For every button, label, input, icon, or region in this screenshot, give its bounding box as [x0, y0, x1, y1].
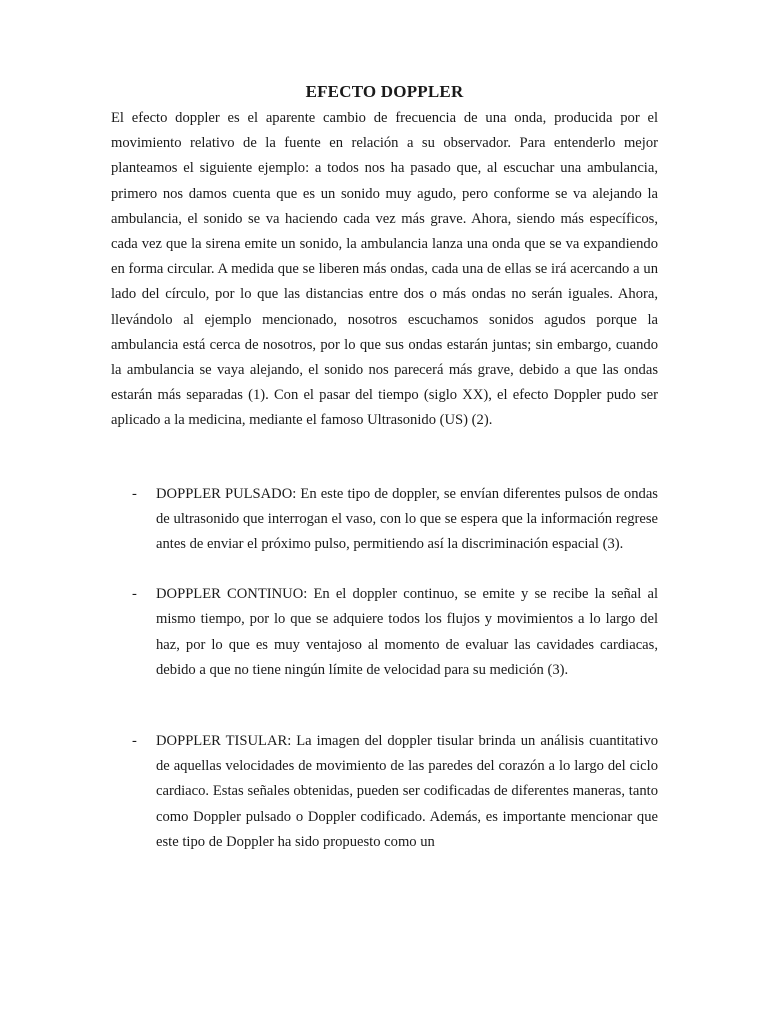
list-item: [111, 482, 658, 558]
list-bullet: -: [132, 586, 137, 603]
list-item-text: DOPPLER PULSADO: En este tipo de doppler, se envían diferentes pulsos de ondas de ultrasonido que interrogan el vaso, con lo que se espera que la información regrese antes de enviar el próximo pulso, permitiendo así la discriminación espacial (3).: [156, 485, 658, 553]
intro-paragraph: El efecto doppler es el aparente cambio de frecuencia de una onda, producida por el movimiento relativo de la fuente en relación a su observador. Para entenderlo mejor planteamos el siguiente ejemplo: a todos nos ha pasado que, al escuchar una ambulancia, primero nos damos cuenta que es un sonido muy agudo, pero conforme se va alejando la ambulancia, el sonido se va haciendo cada vez más grave. Ahora, siendo más específicos, cada vez que la sirena emite un sonido, la ambulancia lanza una onda que se va expandiendo en forma circular. A medida que se liberen más ondas, cada una de ellas se irá acercando a un lado del círculo, por lo que las distancias entre dos o más ondas no serán iguales. Ahora, llevándolo al ejemplo mencionado, nosotros escuchamos sonidos agudos porque la ambulancia está cerca de nosotros, por lo que sus ondas estarán juntas; sin embargo, cuando la ambulancia se vaya alejando, el sonido nos parecerá más grave, debido a que las ondas estarán más separadas (1). Con el pasar del tiempo (siglo XX), el efecto Doppler pudo ser aplicado a la medicina, mediante el famoso Ultrasonido (US) (2).: [111, 110, 658, 429]
list-bullet: -: [132, 733, 137, 750]
document-title: EFECTO DOPPLER: [305, 82, 464, 101]
list-item-text: DOPPLER TISULAR: La imagen del doppler tisular brinda un análisis cuantitativo de aquellas velocidades de movimiento de las paredes del corazón a lo largo del ciclo cardiaco. Estas señales obtenidas, pueden ser codificadas de diferentes maneras, tanto como Doppler pulsado o Doppler codificado. Además, es importante mencionar que este tipo de Doppler ha sido propuesto como un: [156, 733, 658, 850]
doppler-types-list: [111, 482, 658, 855]
list-item-text: DOPPLER CONTINUO: En el doppler continuo, se emite y se recibe la señal al mismo tiempo, por lo que se adquiere todos los flujos y movimientos a lo largo del haz, por lo que es muy ventajoso al momento de evaluar las cavidades cardiacas, debido a que no tiene ningún límite de velocidad para su medición (3).: [156, 586, 658, 678]
list-bullet: -: [132, 485, 137, 502]
document-page: [111, 80, 658, 855]
list-item: [111, 582, 658, 683]
list-item: [111, 729, 658, 855]
